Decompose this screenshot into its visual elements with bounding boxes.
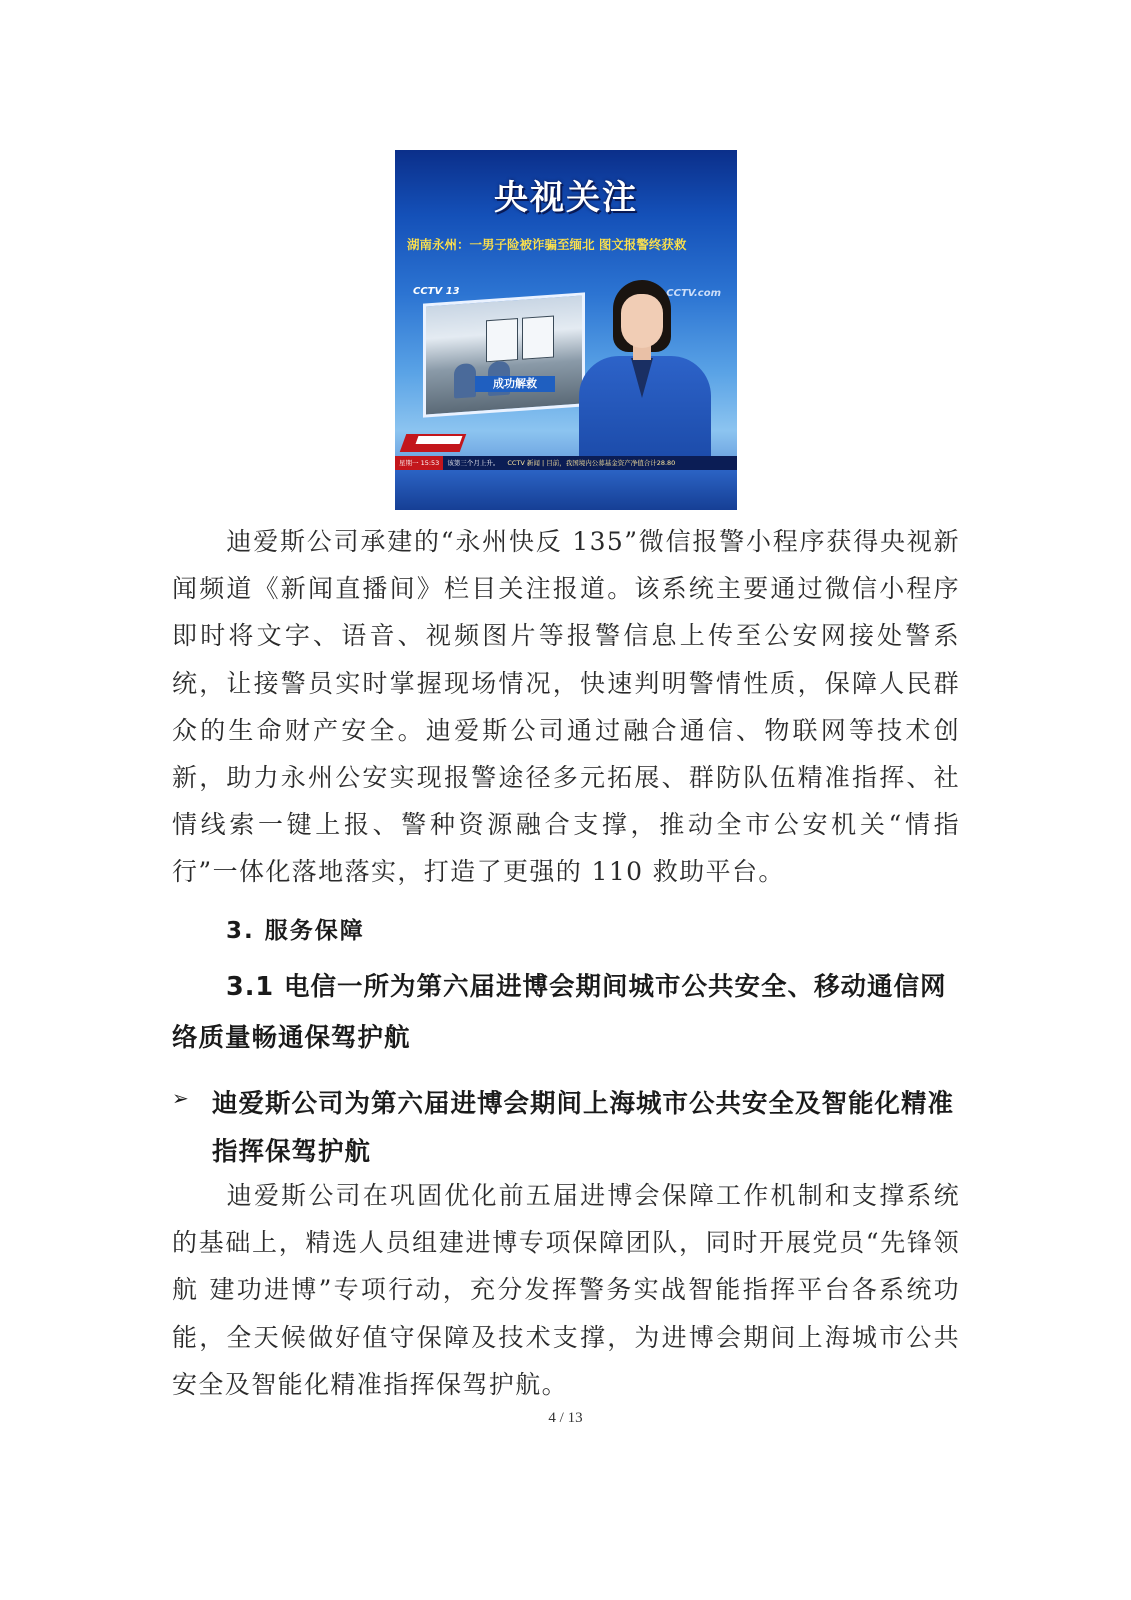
- news-title: 央视关注: [494, 178, 638, 218]
- page-number: 4 / 13: [548, 1410, 583, 1426]
- inset-video-frame: [423, 292, 585, 417]
- paragraph-text: 迪爱斯公司在巩固优化前五届进博会保障工作机制和支撑系统的基础上，精选人员组建进博专项保障团队，同时开展党员“先锋领航 建功进博”专项行动，充分发挥警务实战智能指挥平台各系统功能，全天候做好值守保障及技术支撑，为进博会期间上海城市公共安全及智能化精准指挥保驾护航。: [172, 1181, 960, 1399]
- ticker-headline: CCTV 新闻 | 目前，我国境内公募基金资产净值合计28.80: [507, 459, 676, 467]
- paragraph-ciie-support: [172, 1172, 960, 1408]
- arrow-bullet-icon: ➢: [172, 1086, 189, 1110]
- paragraph-cctv-report: [172, 518, 960, 896]
- cctv-logo: CCTV 13: [413, 286, 460, 297]
- monitor-shape: [486, 318, 518, 362]
- subsection-heading: 3.1 电信一所为第六届进博会期间城市公共安全、移动通信网络质量畅通保驾护航: [172, 972, 947, 1053]
- section-heading: 3. 服务保障: [226, 918, 365, 944]
- paragraph-text: 迪爱斯公司承建的“永州快反 135”微信报警小程序获得央视新闻频道《新闻直播间》栏目关注报道。该系统主要通过微信小程序即时将文字、语音、视频图片等报警信息上传至公安网接处警系统，让接警员实时掌握现场情况，快速判明警情性质，保障人民群众的生命财产安全。迪爱斯公司通过融合通信、物联网等技术创新，助力永州公安实现报警途径多元拓展、群防队伍精准指挥、社情线索一键上报、警种资源融合支撑，推动全市公安机关“情指行”一体化落地落实，打造了更强的 110 救助平台。: [172, 527, 960, 887]
- ticker-time: 星期一 15:53: [395, 456, 443, 470]
- decorative-shape: [416, 436, 463, 444]
- cctv-com-logo: CCTV.com: [666, 288, 721, 299]
- news-bottom-band: [395, 470, 737, 510]
- monitor-shape: [522, 316, 554, 360]
- officer-figure: [454, 363, 476, 399]
- bullet-heading: 迪爱斯公司为第六届进博会期间上海城市公共安全及智能化精准指挥保驾护航: [212, 1089, 955, 1167]
- news-ticker: [395, 456, 737, 470]
- news-subtitle: 湖南永州：一男子险被诈骗至缅北 图文报警终获救: [407, 237, 687, 252]
- news-anchor-figure: [575, 280, 715, 460]
- ticker-text: 该第三个月上升。: [447, 459, 500, 467]
- inset-caption: 成功解救: [475, 376, 555, 392]
- news-screenshot: [395, 150, 737, 510]
